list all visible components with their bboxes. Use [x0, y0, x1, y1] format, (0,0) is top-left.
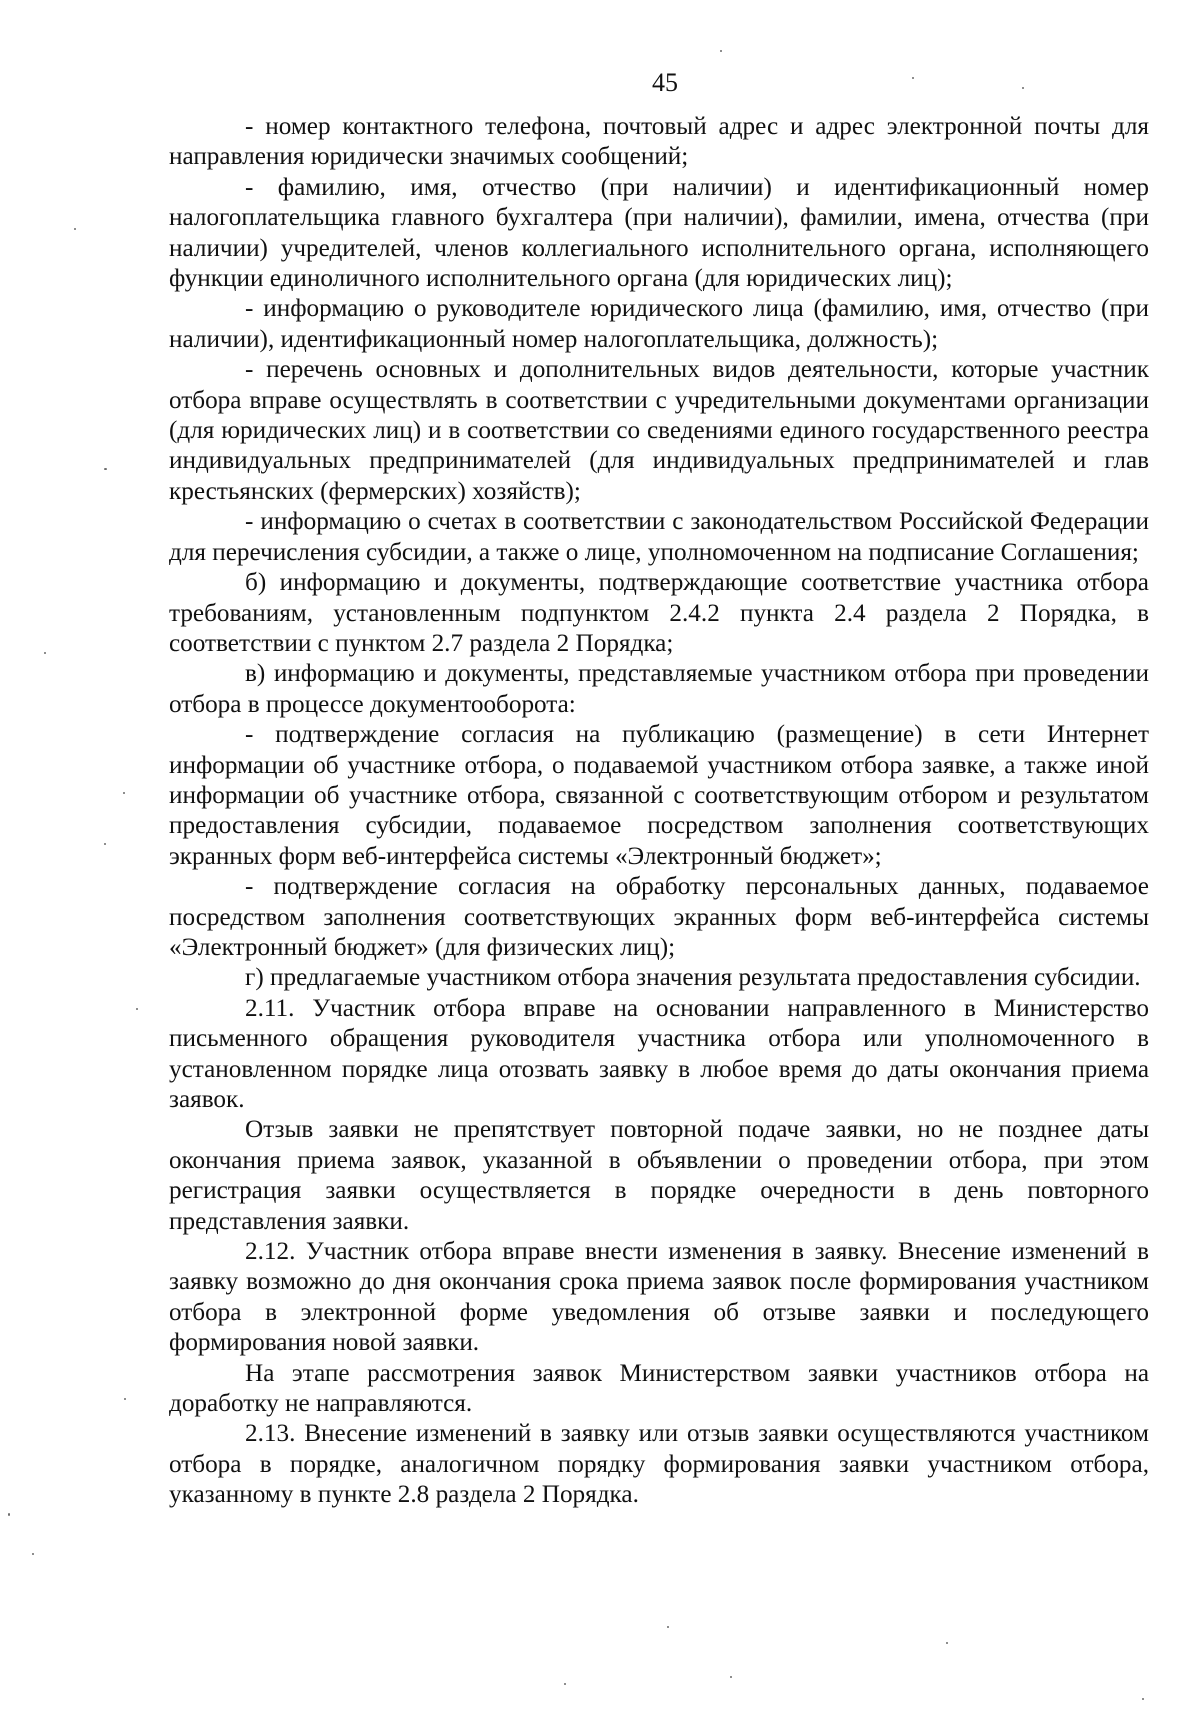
- paragraph-contact-info: - номер контактного телефона, почтовый адрес и адрес электронной почты для направления юридически значимых сообщений;: [169, 113, 1149, 171]
- page-number: 45: [652, 68, 678, 97]
- paragraph-activities-list: - перечень основных и дополнительных видов деятельности, которые участник отбора вправе осуществлять в соответствии с учредительными документами организации (для юридических лиц) и в соответствии со сведениями единого государственного реестра индивидуальных предпринимателей (для индивидуальных предпринимателей и глав крестьянских (фермерских) хозяйств);: [169, 356, 1149, 505]
- scan-speck: [104, 468, 107, 470]
- paragraph-withdrawal: Отзыв заявки не препятствует повторной подаче заявки, но не позднее даты окончания приема заявок, указанной в объявлении о проведении отбора, при этом регистрация заявки осуществляется в порядке очередности в день повторного представления заявки.: [169, 1116, 1149, 1235]
- paragraph-accountant-founders: - фамилию, имя, отчество (при наличии) и идентификационный номер налогоплательщика главного бухгалтера (при наличии), фамилии, имена, отчества (при наличии) учредителей, членов коллегиального исполнительного органа, исполняющего функции единоличного исполнительного органа (для юридических лиц);: [169, 173, 1149, 293]
- scan-speck: [1142, 1698, 1144, 1700]
- scan-speck: [720, 50, 722, 52]
- paragraph-bank-accounts: - информацию о счетах в соответствии с законодательством Российской Федерации для перечисления субсидии, а также о лице, уполномоченном на подписание Соглашения;: [169, 508, 1149, 566]
- scan-speck: [124, 1398, 126, 1400]
- scan-speck: [667, 1626, 669, 1628]
- paragraph-2-12: 2.12. Участник отбора вправе внести изменения в заявку. Внесение изменений в заявку возможно до дня окончания срока приема заявок после формирования участником отбора в электронной форме уведомления об отзыве заявки и последующего формирования новой заявки.: [169, 1238, 1149, 1357]
- scan-speck: [136, 1008, 138, 1010]
- scan-speck: [74, 228, 76, 230]
- paragraph-review-stage: На этапе рассмотрения заявок Министерством заявки участников отбора на доработку не направляются.: [169, 1359, 1149, 1418]
- paragraph-2-13: 2.13. Внесение изменений в заявку или отзыв заявки осуществляются участником отбора в порядке, аналогичном порядку формирования заявки участником отбора, указанному в пункте 2.8 раздела 2 Порядка.: [169, 1420, 1149, 1509]
- scan-speck: [1022, 87, 1024, 89]
- document-body: [169, 112, 1149, 1511]
- scan-speck: [564, 1683, 566, 1685]
- scan-speck: [730, 1676, 732, 1678]
- paragraph-publication-consent: - подтверждение согласия на публикацию (размещение) в сети Интернет информации об участнике отбора, о подаваемой участником отбора заявке, а также иной информации об участнике отбора, связанной с соответствующим отбором и результатом предоставления субсидии, подаваемое посредством заполнения соответствующих экранных форм веб-интерфейса системы «Электронный бюджет»;: [169, 721, 1149, 870]
- scan-speck: [123, 792, 125, 794]
- scan-speck: [8, 1513, 10, 1516]
- scan-speck: [32, 1553, 34, 1555]
- paragraph-personal-data-consent: - подтверждение согласия на обработку персональных данных, подаваемое посредством заполнения соответствующих экранных форм веб-интерфейса системы «Электронный бюджет» (для физических лиц);: [169, 873, 1149, 961]
- scan-speck: [946, 1642, 948, 1644]
- paragraph-item-v: в) информацию и документы, представляемые участником отбора при проведении отбора в процессе документооборота:: [169, 660, 1149, 718]
- scan-speck: [44, 652, 46, 654]
- scan-speck: [912, 77, 914, 79]
- paragraph-item-b: б) информацию и документы, подтверждающие соответствие участника отбора требованиям, установленным подпунктом 2.4.2 пункта 2.4 раздела 2 Порядка, в соответствии с пунктом 2.7 раздела 2 Порядка;: [169, 569, 1149, 657]
- paragraph-item-g: г) предлагаемые участником отбора значения результата предоставления субсидии.: [245, 964, 1141, 992]
- scan-speck: [104, 843, 106, 845]
- paragraph-2-11: 2.11. Участник отбора вправе на основании направленного в Министерство письменного обращения руководителя участника отбора или уполномоченного в установленном порядке лица отозвать заявку в любое время до даты окончания приема заявок.: [169, 994, 1149, 1113]
- paragraph-head-info: - информацию о руководителе юридического лица (фамилию, имя, отчество (при наличии), идентификационный номер налогоплательщика, должность);: [169, 295, 1149, 353]
